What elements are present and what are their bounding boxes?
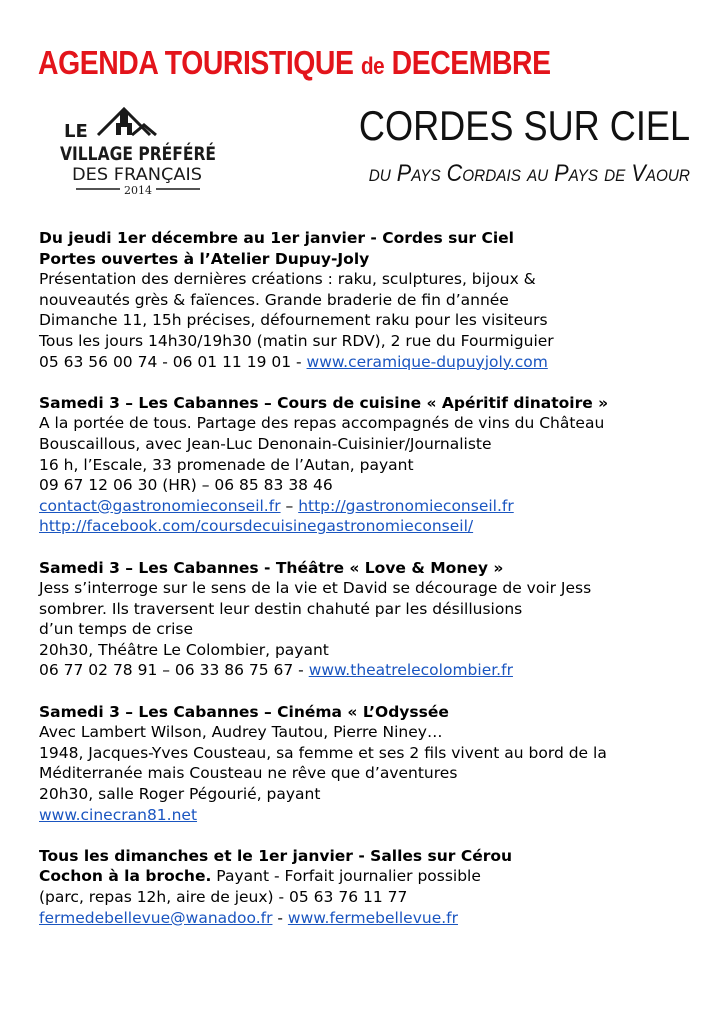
- separator: -: [272, 908, 288, 927]
- website-link[interactable]: www.theatrelecolombier.fr: [308, 661, 513, 680]
- event-heading: Samedi 3 – Les Cabannes – Cours de cuisine « Apéritif dinatoire »: [39, 393, 609, 412]
- event-heading: Samedi 3 – Les Cabannes – Cinéma « L’Odyssée: [39, 702, 449, 721]
- website-link[interactable]: http://gastronomieconseil.fr: [298, 496, 514, 515]
- event-line: Dimanche 11, 15h précises, défournement raku pour les visiteurs: [39, 311, 548, 330]
- event-atelier-dupuy-joly: [39, 228, 719, 372]
- logo-line1: LE: [64, 121, 88, 142]
- event-line: d’un temps de crise: [39, 620, 194, 639]
- event-cours-cuisine: [39, 393, 719, 537]
- event-line: sombrer. Ils traversent leur destin chahuté par les désillusions: [39, 599, 523, 618]
- event-line: nouveautés grès & faïences. Grande braderie de fin d’année: [39, 290, 509, 309]
- event-line: 20h30, Théâtre Le Colombier, payant: [39, 640, 329, 659]
- event-line: Présentation des dernières créations : raku, sculptures, bijoux &: [39, 270, 536, 289]
- event-line: Tous les jours 14h30/19h30 (matin sur RDV), 2 rue du Fourmiguier: [39, 331, 554, 350]
- event-contact: [39, 496, 719, 517]
- page-title: [38, 44, 606, 82]
- event-contact: [39, 908, 719, 929]
- logo-line3: DES FRANÇAIS: [72, 165, 202, 185]
- event-line: Bouscaillous, avec Jean-Luc Denonain-Cuisinier/Journaliste: [39, 434, 492, 453]
- event-cochon-broche: [39, 846, 719, 928]
- event-line: 16 h, l’Escale, 33 promenade de l’Autan, payant: [39, 455, 414, 474]
- event-title: Portes ouvertes à l’Atelier Dupuy-Joly: [39, 249, 370, 268]
- title-de: de: [360, 53, 385, 80]
- event-heading: Du jeudi 1er décembre au 1er janvier - Cordes sur Ciel: [39, 229, 514, 247]
- separator: –: [280, 496, 299, 515]
- title-main: AGENDA TOURISTIQUE: [38, 44, 354, 81]
- logo-year: 2014: [124, 184, 152, 197]
- subtitle: du Pays Cordais au Pays de Vaour: [368, 160, 690, 187]
- event-title-line: [39, 866, 719, 887]
- event-contact: [39, 805, 719, 826]
- phone-numbers: 06 77 02 78 91 – 06 33 86 75 67 -: [39, 661, 309, 680]
- event-line: Avec Lambert Wilson, Audrey Tautou, Pierre Niney…: [39, 723, 443, 742]
- title-month: DECEMBRE: [391, 44, 551, 81]
- event-title: Cochon à la broche.: [39, 867, 212, 886]
- event-line: Jess s’interroge sur le sens de la vie et David se décourage de voir Jess: [39, 579, 592, 598]
- event-line: 20h30, salle Roger Pégourié, payant: [39, 785, 321, 804]
- event-line: 09 67 12 06 30 (HR) – 06 85 83 38 46: [39, 476, 333, 495]
- phone-numbers: 05 63 56 00 74 - 06 01 11 19 01 -: [39, 352, 307, 371]
- website-link[interactable]: www.ceramique-dupuyjoly.com: [306, 352, 548, 371]
- event-cinema-odyssee: [39, 702, 719, 826]
- village-prefere-logo: [58, 105, 251, 197]
- event-contact: [39, 516, 719, 537]
- website-link[interactable]: www.fermebellevue.fr: [287, 908, 458, 927]
- facebook-link[interactable]: http://facebook.com/coursdecuisinegastronomieconseil/: [39, 517, 474, 536]
- email-link[interactable]: contact@gastronomieconseil.fr: [39, 496, 281, 515]
- event-contact: [39, 660, 719, 681]
- event-title-rest: Payant - Forfait journalier possible: [211, 867, 481, 886]
- event-line: 1948, Jacques-Yves Cousteau, sa femme et ses 2 fils vivent au bord de la: [39, 743, 607, 762]
- website-link[interactable]: www.cinecran81.net: [39, 805, 198, 824]
- event-list: [39, 228, 719, 949]
- logo-line2: VILLAGE PRÉFÉRÉ: [60, 143, 251, 165]
- event-heading: Samedi 3 – Les Cabannes - Théâtre « Love & Money »: [39, 558, 504, 577]
- event-heading: Tous les dimanches et le 1er janvier - Salles sur Cérou: [39, 846, 513, 865]
- email-link[interactable]: fermedebellevue@wanadoo.fr: [39, 908, 273, 927]
- event-line: A la portée de tous. Partage des repas accompagnés de vins du Château: [39, 414, 605, 433]
- event-line: (parc, repas 12h, aire de jeux) - 05 63 76 11 77: [39, 888, 408, 906]
- event-theatre-love-money: [39, 558, 719, 682]
- event-contact: [39, 352, 719, 373]
- event-line: Méditerranée mais Cousteau ne rêve que d’aventures: [39, 764, 458, 783]
- town-name: CORDES SUR CIEL: [358, 102, 690, 149]
